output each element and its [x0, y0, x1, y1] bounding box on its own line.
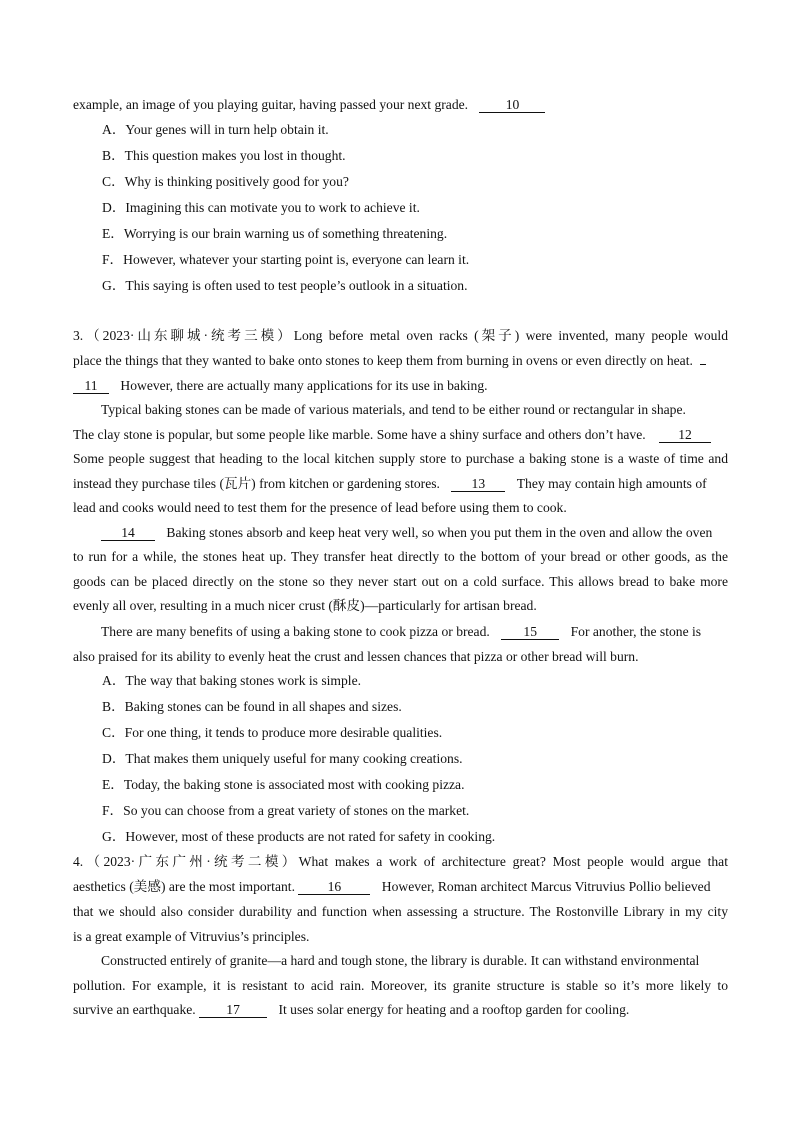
q3-option-c: C．For one thing, it tends to produce more desirable qualities.	[102, 725, 443, 740]
q2-option-a: A．Your genes will in turn help obtain it.	[102, 122, 329, 137]
answer-blank-11: 11	[73, 378, 109, 394]
q2-option-g: G．This saying is often used to test people’s outlook in a situation.	[102, 278, 468, 293]
q3-p3-line4: evenly all over, resulting in a much nicer crust (酥皮)—particularly for artisan bread.	[73, 598, 537, 613]
q3-heading-line: 3.（2023·山东聊城·统考三模）Long before metal oven racks (架子) were invented, many people would	[73, 328, 728, 343]
q4-p2-line3	[73, 1001, 629, 1019]
q3-p2-line2	[73, 426, 711, 444]
q3-p3-line3: goods can be placed directly on the stone so they never start out on a cold surface. This allows bread to bake more	[73, 574, 728, 589]
q3-p2-line3: Some people suggest that heading to the local kitchen supply store to purchase a baking stone is a waste of time and	[73, 451, 728, 466]
q3-p2-line4-text-b: They may contain high amounts of	[516, 476, 707, 491]
q3-p2-line2-text: The clay stone is popular, but some people like marble. Some have a shiny surface and others don’t have.	[73, 427, 646, 442]
q3-option-g: G．However, most of these products are not rated for safety in cooking.	[102, 829, 496, 844]
q3-p1-line2	[73, 352, 706, 370]
q3-p3-line2: to run for a while, the stones heat up. They transfer heat directly to the bottom of your bread or other goods, as the	[73, 549, 728, 564]
q3-p2-line1: Typical baking stones can be made of various materials, and tend to be either round or rectangular in shape.	[101, 402, 686, 417]
q2-tail-line	[73, 96, 545, 114]
q3-p2-line4	[73, 475, 707, 493]
answer-blank-13: 13	[451, 476, 505, 492]
answer-blank-15: 15	[501, 624, 559, 640]
q3-p1-line2-text: place the things that they wanted to bake onto stones to keep them from burning in ovens or even directly on heat.	[73, 353, 693, 368]
q3-p4-line2: also praised for its ability to evenly heat the crust and lessen chances that pizza or other bread will burn.	[73, 649, 639, 664]
q4-p1-line3: that we should also consider durability and function when assessing a structure. The Rostonville Library in my city	[73, 904, 728, 919]
q3-p1-line3	[73, 377, 488, 395]
q3-p1-line3-text: However, there are actually many applications for its use in baking.	[120, 378, 488, 393]
answer-blank-10: 10	[479, 97, 545, 113]
q3-p3-line1	[101, 524, 712, 542]
answer-blank-14: 14	[101, 525, 155, 541]
q3-p4-line1	[101, 623, 701, 641]
q3-option-e: E．Today, the baking stone is associated most with cooking pizza.	[102, 777, 465, 792]
q3-option-d: D．That makes them uniquely useful for many cooking creations.	[102, 751, 463, 766]
q4-heading-line: 4.（2023·广东广州·统考二模）What makes a work of architecture great? Most people would argue that	[73, 854, 728, 869]
q2-option-c: C．Why is thinking positively good for you?	[102, 174, 349, 189]
answer-blank-16: 16	[298, 879, 370, 895]
q2-option-b: B．This question makes you lost in thought.	[102, 148, 346, 163]
q3-option-b: B．Baking stones can be found in all shapes and sizes.	[102, 699, 402, 714]
answer-blank-12: 12	[659, 427, 711, 443]
q3-p4-line1-text-a: There are many benefits of using a baking stone to cook pizza or bread.	[101, 624, 490, 639]
q3-p4-line1-text-b: For another, the stone is	[570, 624, 702, 639]
q3-p2-line4-text-a: instead they purchase tiles (瓦片) from kitchen or gardening stores.	[73, 476, 440, 491]
q4-p2-line3-text-a: survive an earthquake.	[73, 1002, 196, 1017]
q4-p2-line1: Constructed entirely of granite—a hard and tough stone, the library is durable. It can withstand environmental	[101, 953, 700, 968]
q4-p1-line4: is a great example of Vitruvius’s principles.	[73, 929, 310, 944]
q4-p1-line2	[73, 878, 711, 896]
q4-p2-line3-text-b: It uses solar energy for heating and a rooftop garden for cooling.	[278, 1002, 630, 1017]
answer-blank-11-start	[700, 364, 706, 365]
q2-option-e: E．Worrying is our brain warning us of something threatening.	[102, 226, 448, 241]
answer-blank-17: 17	[199, 1002, 267, 1018]
q4-p2-line2: pollution. For example, it is resistant to acid rain. Moreover, its granite structure is stable so it’s more likely to	[73, 978, 728, 993]
q3-p2-line5: lead and cooks would need to test them for the presence of lead before using them to cook.	[73, 500, 567, 515]
q3-option-f: F．So you can choose from a great variety of stones on the market.	[102, 803, 470, 818]
q2-tail-text: example, an image of you playing guitar, having passed your next grade.	[73, 97, 469, 112]
q2-option-d: D．Imagining this can motivate you to work to achieve it.	[102, 200, 420, 215]
q3-p3-line1-text: Baking stones absorb and keep heat very well, so when you put them in the oven and allow the oven	[166, 525, 713, 540]
q4-p1-line2-text-a: aesthetics (美感) are the most important.	[73, 879, 295, 894]
q3-option-a: A．The way that baking stones work is simple.	[102, 673, 361, 688]
q4-p1-line2-text-b: However, Roman architect Marcus Vitruvius Pollio believed	[381, 879, 711, 894]
q2-option-f: F．However, whatever your starting point is, everyone can learn it.	[102, 252, 470, 267]
